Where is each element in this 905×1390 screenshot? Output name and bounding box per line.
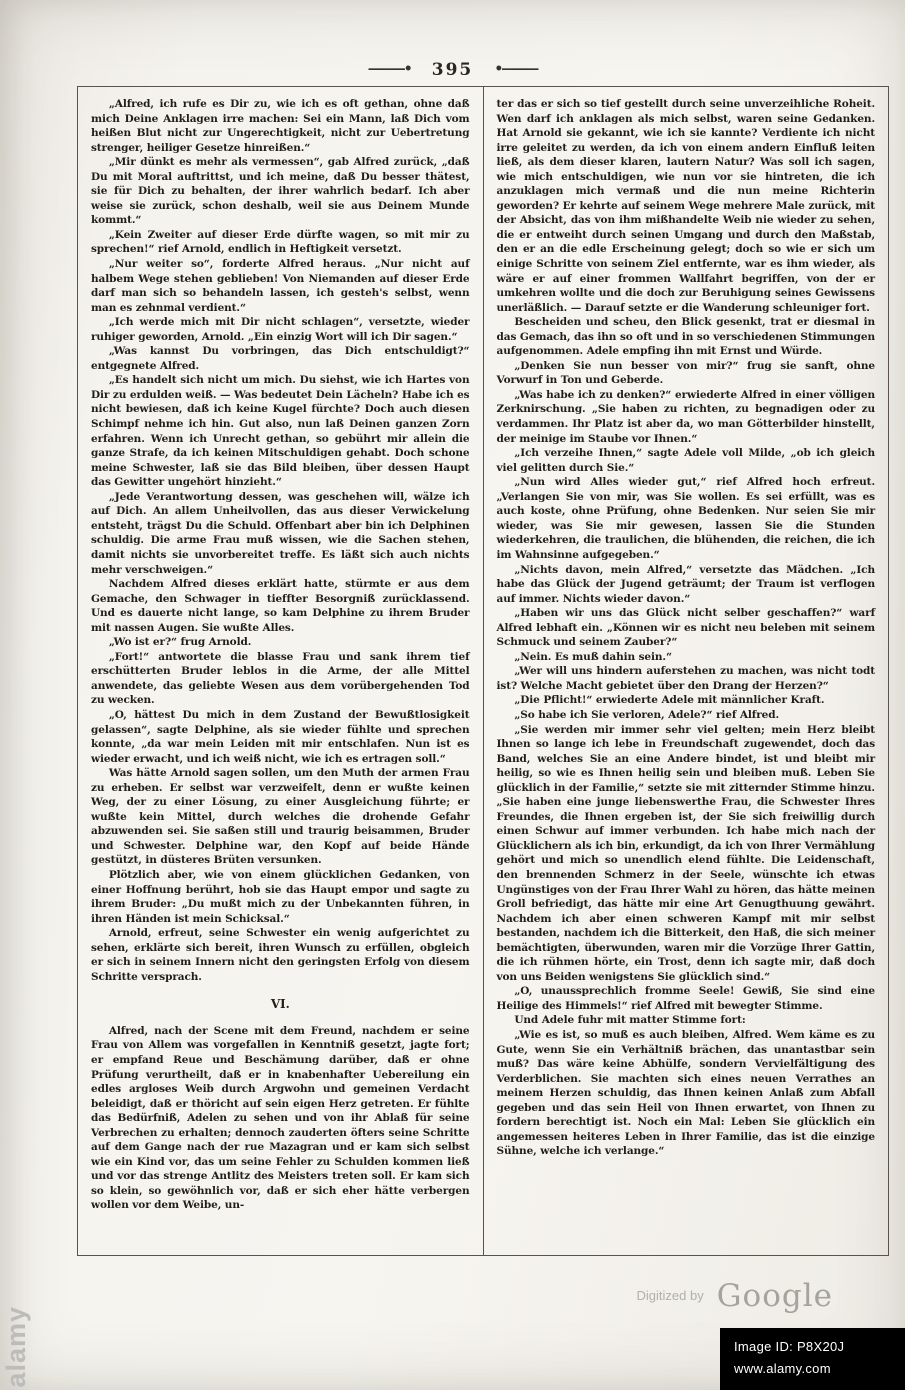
header-ornament-left: ———• [367,61,411,77]
paragraph: „Mir dünkt es mehr als vermessen“, gab Alfred zurück, „daß Du mit Moral auftrittst, und ich meine, daß Du besser thätest, sie für Dich zu behalten, der ihrer wahrlich bedarf. Ich aber weise sie zurück, schon deshalb, weil sie aus Deinem Munde kommt.“ [91,156,470,227]
text-frame [77,86,889,1256]
paragraph: „Nichts davon, mein Alfred,“ versetzte das Mädchen. „Ich habe das Glück der Jugend geträumt; der Traum ist verflogen auf immer. Nichts wieder davon.“ [496,563,875,605]
alamy-info-box [720,1328,905,1390]
paragraph: „O, unaussprechlich fromme Seele! Gewiß, Sie sind eine Heilige des Himmels!“ rief Alfred mit bewegter Stimme. [496,985,875,1012]
paragraph: „Nur weiter so“, forderte Alfred heraus. „Nur nicht auf halbem Wege stehen geblieben! Von Niemanden auf dieser Erde darf man sich so behandeln lassen, ich gesteh's selbst, wenn man es zehnmal verdient.“ [91,258,470,314]
digitized-by-google [637,1278,834,1314]
paragraph: „Wo ist er?“ frug Arnold. [108,636,252,649]
paragraph: „Ich werde mich mit Dir nicht schlagen“, versetzte, wieder ruhiger geworden, Arnold. „Ein einzig Wort will ich Dir sagen.“ [91,316,470,343]
paragraph: „Jede Verantwortung dessen, was geschehen will, wälze ich auf Dich. An allem Unheilvollen, das aus dieser Verwickelung entsteht, trägst Du die Schuld. Offenbart aber bin ich Delphinen schuldig. Die arme Frau muß wissen, wie die Sachen stehen, damit nichts sie unvorbereitet treffe. Es läßt sich auch nichts mehr verschweigen.“ [91,490,470,576]
paragraph: „Was habe ich zu denken?“ erwiederte Alfred in einer völligen Zerknirschung. „Sie haben zu richten, zu begnadigen oder zu verdammen. Ihr Platz ist aber da, wo man Götterbilder hinstellt, der meinige im Staube vor Ihnen.“ [496,388,875,445]
right-column [484,87,889,1255]
paragraph: „Haben wir uns das Glück nicht selber geschaffen?“ warf Alfred lebhaft ein. „Können wir es nicht neu beleben mit seinem Schmuck und seinem Zauber?“ [496,607,875,649]
paragraph: „Die Pflicht!“ erwiederte Adele mit männlicher Kraft. [514,694,825,707]
paragraph: „Alfred, ich rufe es Dir zu, wie ich es oft gethan, ohne daß mich Deine Anklagen irre machen: Sei ein Mann, laß Dich vom heißen Blut nicht zur Ungerechtigkeit, nicht zur Uebertretung strenger, heiliger Gesetze hinreißen.“ [91,98,470,154]
paragraph: Alfred, nach der Scene mit dem Freund, nachdem er seine Frau von Allem was vorgefallen in Kenntniß gesetzt, jagte fort; er empfand Reue und Beschämung darüber, daß er ohne Prüfung verurtheilt, daß er in knabenhafter Uebereilung ein edles argloses Weib durch Argwohn und gemeinen Verdacht beleidigt, daß er thöricht auf sein eigen Herz getreten. Er fühlte das Bedürfniß, Adelen zu sehen und von ihr Ablaß für seine Verbrechen zu erhalten; dennoch zauderten öfters seine Schritte auf dem Gange nach der rue Mazagran und er kam sich selbst wie ein Kind vor, das um seine Fehler zu Schulden kommen ließ und vor das strenge Antlitz des Meisters treten soll. Er kam sich so klein, so gewöhnlich vor, daß er sich eher hätte verbergen wollen vor dem Weibe, un- [91,1024,470,1212]
left-column [78,87,483,1255]
paragraph: „Denken Sie nun besser von mir?“ frug sie sanft, ohne Vorwurf in Ton und Geberde. [496,359,875,387]
paragraph: „O, hättest Du mich in dem Zustand der Bewußtlosigkeit gelassen“, sagte Delphine, als sie wieder fühlte und sprechen konnte, „da war mein Leiden mit mir entschlafen. Nun ist es wieder erwacht, und ich weiß nicht, wie ich es ertragen soll.“ [91,708,470,765]
paragraph: „So habe ich Sie verloren, Adele?“ rief Alfred. [514,708,780,721]
digitized-by-label: Digitized by [636,1288,704,1303]
alamy-url: www.alamy.com [734,1361,831,1376]
paragraph: „Was kannst Du vorbringen, das Dich entschuldigt?“ entgegnete Alfred. [91,345,470,372]
paragraph: „Ich verzeihe Ihnen,“ sagte Adele voll Milde, „ob ich gleich viel gelitten durch Sie.“ [496,447,875,474]
page-number: 395 [431,60,474,80]
header-ornament-right: •——— [494,61,538,77]
paragraph: Nachdem Alfred dieses erklärt hatte, stürmte er aus dem Gemache, den Schwager in tieffter Besorgniß zurücklassend. Und es dauerte nicht lange, so kam Delphine zu ihrem Bruder mit nassen Augen. Sie wußte Alles. [91,578,470,634]
paragraph: Plötzlich aber, wie von einem glücklichen Gedanken, von einer Hoffnung berührt, hob sie das Haupt empor und sagte zu ihrem Bruder: „Du mußt mich zu der Unbekannten führen, in ihren Händen ist mein Schicksal.“ [91,868,470,925]
page-header [0,60,905,80]
alamy-image-id: Image ID: P8X20J [734,1339,845,1354]
paragraph: „Fort!“ antwortete die blasse Frau und sank ihrem tief erschütterten Bruder leblos in die Arme, der alle Mittel anwendete, das geliebte Wesen aus dem vorübergehenden Tod zu wecken. [91,650,470,707]
paragraph: „Es handelt sich nicht um mich. Du siehst, wie ich Hartes von Dir zu erdulden weiß. — Was bedeutet Dein Lächeln? Habe ich es nicht bewiesen, daß ich keine Kugel fürchte? Doch auch diesen Schimpf nehme ich hin. Gut also, nun laß Deinen ganzen Zorn erfahren. Wenn ich Unrecht gethan, so gebührt mir allein die ganze Strafe, da ich keinen Mitschuldigen gehabt. Doch schone meine Schwester, laß sie das Bild bleiben, über dessen Haupt das Gewitter ungehört hinzieht.“ [91,374,470,489]
paragraph: „Sie werden mir immer sehr viel gelten; mein Herz bleibt Ihnen so lange ich lebe in Freundschaft zugewendet, doch das Band, welches Sie an eine Andere bindet, ist und bleibt mir heilig, so wie es Ihnen heilig sein und bleiben muß. Leben Sie glücklich in der Familie,“ setzte sie mit zitternder Stimme hinzu. „Sie haben eine junge liebenswerthe Frau, die Schwester Ihres Freundes, die Ihnen ergeben ist, der Sie sich freiwillig durch einen Schwur auf immer verbunden. Ich habe mich nach der Glücklichern als ich bin, erkundigt, da ich von Ihrer Vermählung gehört und mich so unendlich elend fühlte. Die Leidenschaft, den brennenden Schmerz in der Seele, wünschte ich etwas Ungünstiges von der Frau Ihrer Wahl zu hören, das hätte meinen Groll befriedigt, das hätte mir eine Art Genugthuung gewährt. Nachdem ich aber einen schweren Kampf mit mir selbst bestanden, nachdem ich die Bitterkeit, den Haß, die sich meiner bemächtigten, überwunden, waren mir die Vorzüge Ihrer Gattin, die ich rühmen hörte, ein Trost, denn ich sagte mir, daß doch von uns Beiden wenigstens Sie glücklich sind.“ [496,723,875,983]
paragraph: „Wie es ist, so muß es auch bleiben, Alfred. Wem käme es zu Gute, wenn Sie ein Verhältniß brächen, das unantastbar sein muß? Das wäre keine Abhülfe, sondern Vervielfältigung des Verderblichen. Sie machten sich eines neuen Verrathes an meinem Herzen schuldig, das Ihnen keinen Anlaß zum Abfall gegeben und das sein Heil von Ihnen erwartet, von Ihnen zu fordern berechtigt ist. Noch ein Mal: Leben Sie glücklich ein angemessen heiteres Leben in Ihrer Familie, das ist die einzige Sühne, welche ich verlange.“ [496,1029,875,1158]
paragraph: „Nein. Es muß dahin sein.“ [514,650,672,663]
paragraph: Und Adele fuhr mit matter Stimme fort: [514,1014,746,1027]
chapter-heading: VI. [270,997,290,1012]
paragraph: Arnold, erfreut, seine Schwester ein wenig aufgerichtet zu sehen, erklärte sich bereit, ihren Wunsch zu erfüllen, obgleich er sich in seinem Innern nicht den geringsten Erfolg von diesem Schritte versprach. [91,927,470,983]
paragraph: ter das er sich so tief gestellt durch seine unverzeihliche Roheit. Wen darf ich anklagen als mich selbst, waren seine Gedanken. Hat Arnold sie gekannt, wie ich sie kannte? Verdiente ich nicht irre geleitet zu werden, da ich von einem andern Einfluß leiten ließ, als dem dieser klaren, lautern Natur? Was soll ich sagen, wie mich entschuldigen, wie nun vor sie hintreten, die ich anzuklagen mich vermaß und die nun meine Richterin geworden? Er kehrte auf seinem Wege mehrere Male zurück, mit der Absicht, das von ihm mißhandelte Weib nie wieder zu sehen, die er entweiht durch seinen Umgang und durch den Maßstab, den er an die edle Erscheinung gelegt; doch so wie er sich um einige Schritte von seinem Ziel entfernte, war es ihm wieder, als wäre er auf einer frommen Wallfahrt begriffen, von der er umkehren wollte und die doch zur Beruhigung seines Gewissens unerläßlich. — Darauf setzte er die Wanderung schleuniger fort. [496,98,875,314]
google-logo: Google [716,1278,833,1314]
paragraph: „Kein Zweiter auf dieser Erde dürfte wagen, so mit mir zu sprechen!“ rief Arnold, endlich in Heftigkeit versetzt. [91,228,470,256]
paragraph: Bescheiden und scheu, den Blick gesenkt, trat er diesmal in das Gemach, das ihn so oft und in so verschiedenen Stimmungen aufgenommen. Adele empfing ihn mit Ernst und Würde. [496,316,875,358]
paragraph: „Wer will uns hindern auferstehen zu machen, was nicht todt ist? Welche Macht gebietet über den Drang der Herzen?“ [496,665,875,692]
alamy-logo-vertical: alamy [1,1306,31,1388]
paragraph: „Nun wird Alles wieder gut,“ rief Alfred hoch erfreut. „Verlangen Sie von mir, was Sie wollen. Es sei erfüllt, was es auch koste, ohne Prüfung, ohne Bedenken. Nur seien Sie mir wieder, was Sie mir gewesen, lassen Sie die Stunden wiederkehren, die traulichen, die blühenden, die reichen, die ich im Wahnsinne aufgegeben.“ [496,476,875,561]
paragraph: Was hätte Arnold sagen sollen, um den Muth der armen Frau zu erheben. Er selbst war verzweifelt, denn er wußte keinen Weg, der zu einer Lösung, zu einer Ausgleichung führte; er wußte kein Mittel, durch welches die drohende Gefahr abzuwenden sei. Sie saßen still und traurig beisammen, Bruder und Schwester. Delphine war, den Kopf auf beide Hände gestützt, in düsteres Brüten versunken. [91,767,470,867]
